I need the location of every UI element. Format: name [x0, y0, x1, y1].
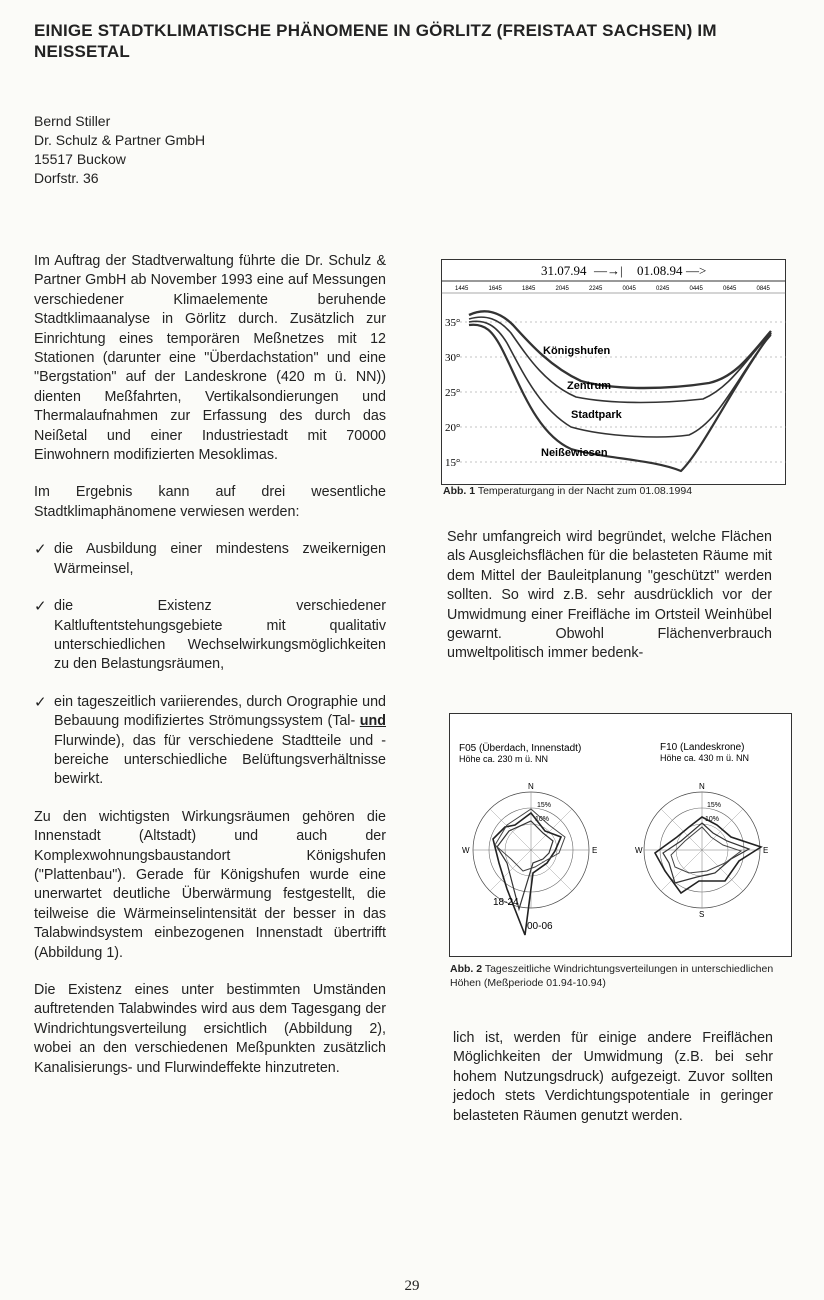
figure-wind-roses	[449, 713, 792, 957]
author-name: Bernd Stiller	[34, 113, 111, 129]
author-company: Dr. Schulz & Partner GmbH	[34, 132, 206, 148]
label-18-24: 18-24	[493, 897, 519, 908]
paragraph-wirkungsraeume: Zu den wichtigsten Wirkungsräumen gehören die Innenstadt (Altstadt) und auch der Komplexwohnungsbaustandort Königshufen ("Plattenbau"). Gerade für Königshufen wurde eine unerwartet deutliche Überwärmung festgestellt, die teilweise die Wärmeinselintensität der besser in das Talabwindsystem einbezogenen Innenstadt übertrifft (Abbildung 1).	[34, 808, 386, 961]
bullet-item-1: ✓ die Ausbildung einer mindestens zweikernigen Wärmeinsel,	[34, 540, 386, 579]
article-title: EINIGE STADTKLIMATISCHE PHÄNOMENE IN GÖRLITZ (FREISTAAT SACHSEN) IM NEISSETAL	[34, 21, 717, 61]
figure2-caption: Abb. 2 Tageszeitliche Windrichtungsverteilungen in unterschiedlichen Höhen (Meßperiode 01.94-10.94)	[450, 963, 774, 989]
time-tick-label: 0845	[756, 286, 770, 292]
time-tick-label: 2045	[555, 286, 569, 292]
y-tick-label: 15°	[445, 457, 461, 469]
check-icon: ✓	[34, 693, 47, 711]
label-stadtpark: Stadtpark	[571, 409, 622, 421]
y-tick-label: 20°	[445, 422, 461, 434]
figure-temperature-chart	[441, 259, 786, 485]
rose-right-north: N	[699, 782, 705, 791]
rose-left-title: F05 (Überdach, Innenstadt)	[459, 743, 582, 754]
paragraph-umwidmung: lich ist, werden für einige andere Freiflächen Möglichkeiten der Umwidmung (z.B. bei sehr hohem Nutzungsdruck) aufgezeigt. Zuvor sollten jedoch stets Verdichtungspotentiale in geringer belasteten Räumen genutzt werden.	[453, 1030, 773, 1124]
rose-right-west: W	[635, 846, 643, 855]
paragraph-ausgleichsflaechen: Sehr umfangreich wird begründet, welche Flächen als Ausgleichsflächen für die belasteten Räume mit dem Mittel der Bauleitplanung "geschützt" werden sollten. So wird z.B. sehr ausdrücklich vor der Umwidmung einer Freifläche im Ortsteil Weinhübel gewarnt. Obwohl Flächenverbrauch umweltpolitisch immer bedenk-	[447, 529, 772, 662]
rose-right-title: F10 (Landeskrone)	[660, 742, 745, 753]
svg-text:15%: 15%	[537, 802, 552, 809]
arrow-1: —→|	[594, 263, 623, 278]
label-neissewiesen: Neißewiesen	[541, 447, 608, 459]
rose-right-subtitle: Höhe ca. 430 m ü. NN	[660, 753, 750, 763]
time-tick-label: 2245	[589, 286, 603, 292]
time-tick-label: 1845	[522, 286, 536, 292]
y-tick-label: 30°	[445, 352, 461, 364]
time-tick-label: 1445	[455, 286, 469, 292]
y-tick-label: 25°	[445, 387, 461, 399]
page-number: 29	[404, 1278, 420, 1294]
rose-left-north: N	[528, 782, 534, 791]
svg-text:15%: 15%	[707, 802, 722, 809]
author-city: 15517 Buckow	[34, 151, 126, 167]
time-tick-label: 0245	[656, 286, 670, 292]
rose-left-subtitle: Höhe ca. 230 m ü. NN	[459, 754, 549, 764]
time-tick-label: 0645	[723, 286, 737, 292]
label-zentrum: Zentrum	[567, 380, 611, 392]
arrow-2: —>	[686, 263, 707, 278]
date-start: 31.07.94	[541, 263, 587, 278]
y-tick-label: 35°	[445, 317, 461, 329]
author-block	[34, 112, 205, 188]
paragraph-talabwind: Die Existenz eines unter bestimmten Umständen auftretenden Talabwindes wird aus dem Tagesgang der Windrichtungsverteilung ersichtlich (Abbildung 2), wobei an den verschiedenen Meßpunkten zusätzlich Kanalisierungs- und Flurwindeffekte hinzutreten.	[34, 982, 386, 1076]
svg-text:10%: 10%	[535, 816, 550, 823]
check-icon: ✓	[34, 541, 47, 559]
bullet-item-3: ✓ ein tageszeitlich variierendes, durch Orographie und Bebauung modifiziertes Strömungssystem (Tal- und Flurwinde), das für verschiedene Stadtteile und -bereiche unterschiedliche Belüftungsverhältnisse bewirkt.	[34, 693, 386, 790]
time-tick-label: 1645	[488, 286, 502, 292]
date-end: 01.08.94	[637, 263, 683, 278]
time-tick-label: 0045	[622, 286, 636, 292]
underlined-und: und	[359, 713, 386, 730]
rose-right-east: E	[763, 846, 769, 855]
bullet-item-2: ✓ die Existenz verschiedener Kaltluftentstehungsgebiete mit qualitativ unterschiedlichen Wechselwirkungsmöglichkeiten zu den Belastungsräumen,	[34, 597, 386, 675]
right-column-bottom	[453, 1029, 773, 1144]
svg-text:10%: 10%	[705, 816, 720, 823]
check-icon: ✓	[34, 598, 47, 616]
right-column-top	[447, 528, 772, 682]
rose-left-west: W	[462, 846, 470, 855]
label-00-06: 00-06	[527, 921, 553, 932]
time-tick-label: 0445	[689, 286, 703, 292]
rose-left-east: E	[592, 846, 598, 855]
left-column	[34, 252, 386, 1096]
rose-right-south: S	[699, 910, 705, 919]
label-koenigshufen: Königshufen	[543, 345, 611, 357]
paragraph-intro: Im Auftrag der Stadtverwaltung führte die Dr. Schulz & Partner GmbH ab November 1993 eine auf Messungen verschiedener Klimaelemente beruhende Stadtklimaanalyse in Görlitz durch. Zusätzlich zur Einrichtung eines temporären Meßnetzes mit 12 Stationen (darunter eine "Überdachstation" und eine "Bergstation" auf der Landeskrone (420 m ü. NN)) dienten Meßfahrten, Vertikalsondierungen und Thermalaufnahmen zur Erfassung des durch das Neißetal und einer Industriestadt mit 70000 Einwohnern modifizierten Mesoklimas.	[34, 253, 386, 464]
figure1-caption: Abb. 1 Temperaturgang in der Nacht zum 01.08.1994	[443, 485, 693, 497]
author-street: Dorfstr. 36	[34, 170, 99, 186]
paragraph-result: Im Ergebnis kann auf drei wesentliche Stadtklimaphänomene verwiesen werden:	[34, 484, 386, 520]
